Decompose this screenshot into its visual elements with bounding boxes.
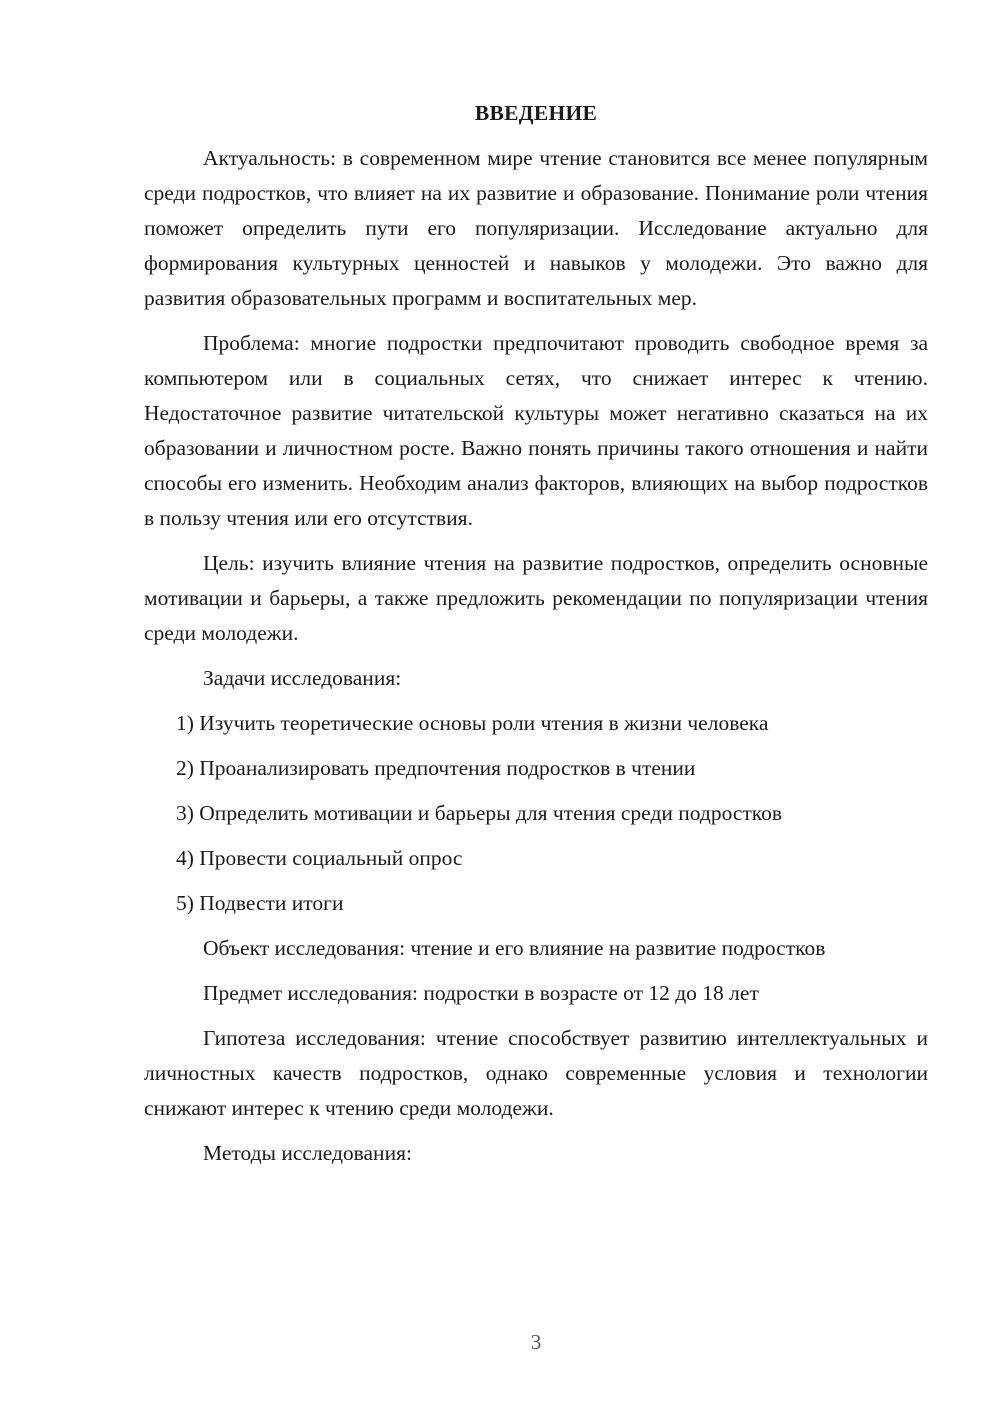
object-line: Объект исследования: чтение и его влияние на развитие подростков	[203, 936, 826, 960]
list-item: 4) Провести социальный опрос	[176, 846, 463, 870]
section-title: ВВЕДЕНИЕ	[474, 101, 598, 125]
methods-heading: Методы исследования:	[203, 1141, 412, 1165]
problem-paragraph: Проблема: многие подростки предпочитают проводить свободное время за компьютером или в социальных сетях, что снижает интерес к чтению. Недостаточное развитие читательской культуры может негативно сказаться на их образовании и личностном росте. Важно понять причины такого отношения и найти способы его изменить. Необходим анализ факторов, влияющих на выбор подростков в пользу чтения или его отсутствия.	[144, 331, 928, 530]
list-item: 5) Подвести итоги	[176, 891, 344, 915]
page-number: 3	[530, 1330, 542, 1354]
list-item: 2) Проанализировать предпочтения подростков в чтении	[176, 756, 696, 780]
document-page	[144, 96, 928, 1181]
goal-paragraph: Цель: изучить влияние чтения на развитие подростков, определить основные мотивации и барьеры, а также предложить рекомендации по популяризации чтения среди молодежи.	[144, 551, 928, 645]
relevance-paragraph: Актуальность: в современном мире чтение становится все менее популярным среди подростков, что влияет на их развитие и образование. Понимание роли чтения поможет определить пути его популяризации. Исследование актуально для формирования культурных ценностей и навыков у молодежи. Это важно для развития образовательных программ и воспитательных мер.	[144, 146, 928, 310]
list-item: 3) Определить мотивации и барьеры для чтения среди подростков	[176, 801, 783, 825]
list-item: 1) Изучить теоретические основы роли чтения в жизни человека	[176, 711, 769, 735]
subject-line: Предмет исследования: подростки в возрасте от 12 до 18 лет	[203, 981, 759, 1005]
tasks-list	[144, 706, 928, 921]
hypothesis-paragraph: Гипотеза исследования: чтение способствует развитию интеллектуальных и личностных качеств подростков, однако современные условия и технологии снижают интерес к чтению среди молодежи.	[144, 1026, 928, 1120]
tasks-heading: Задачи исследования:	[203, 666, 402, 690]
